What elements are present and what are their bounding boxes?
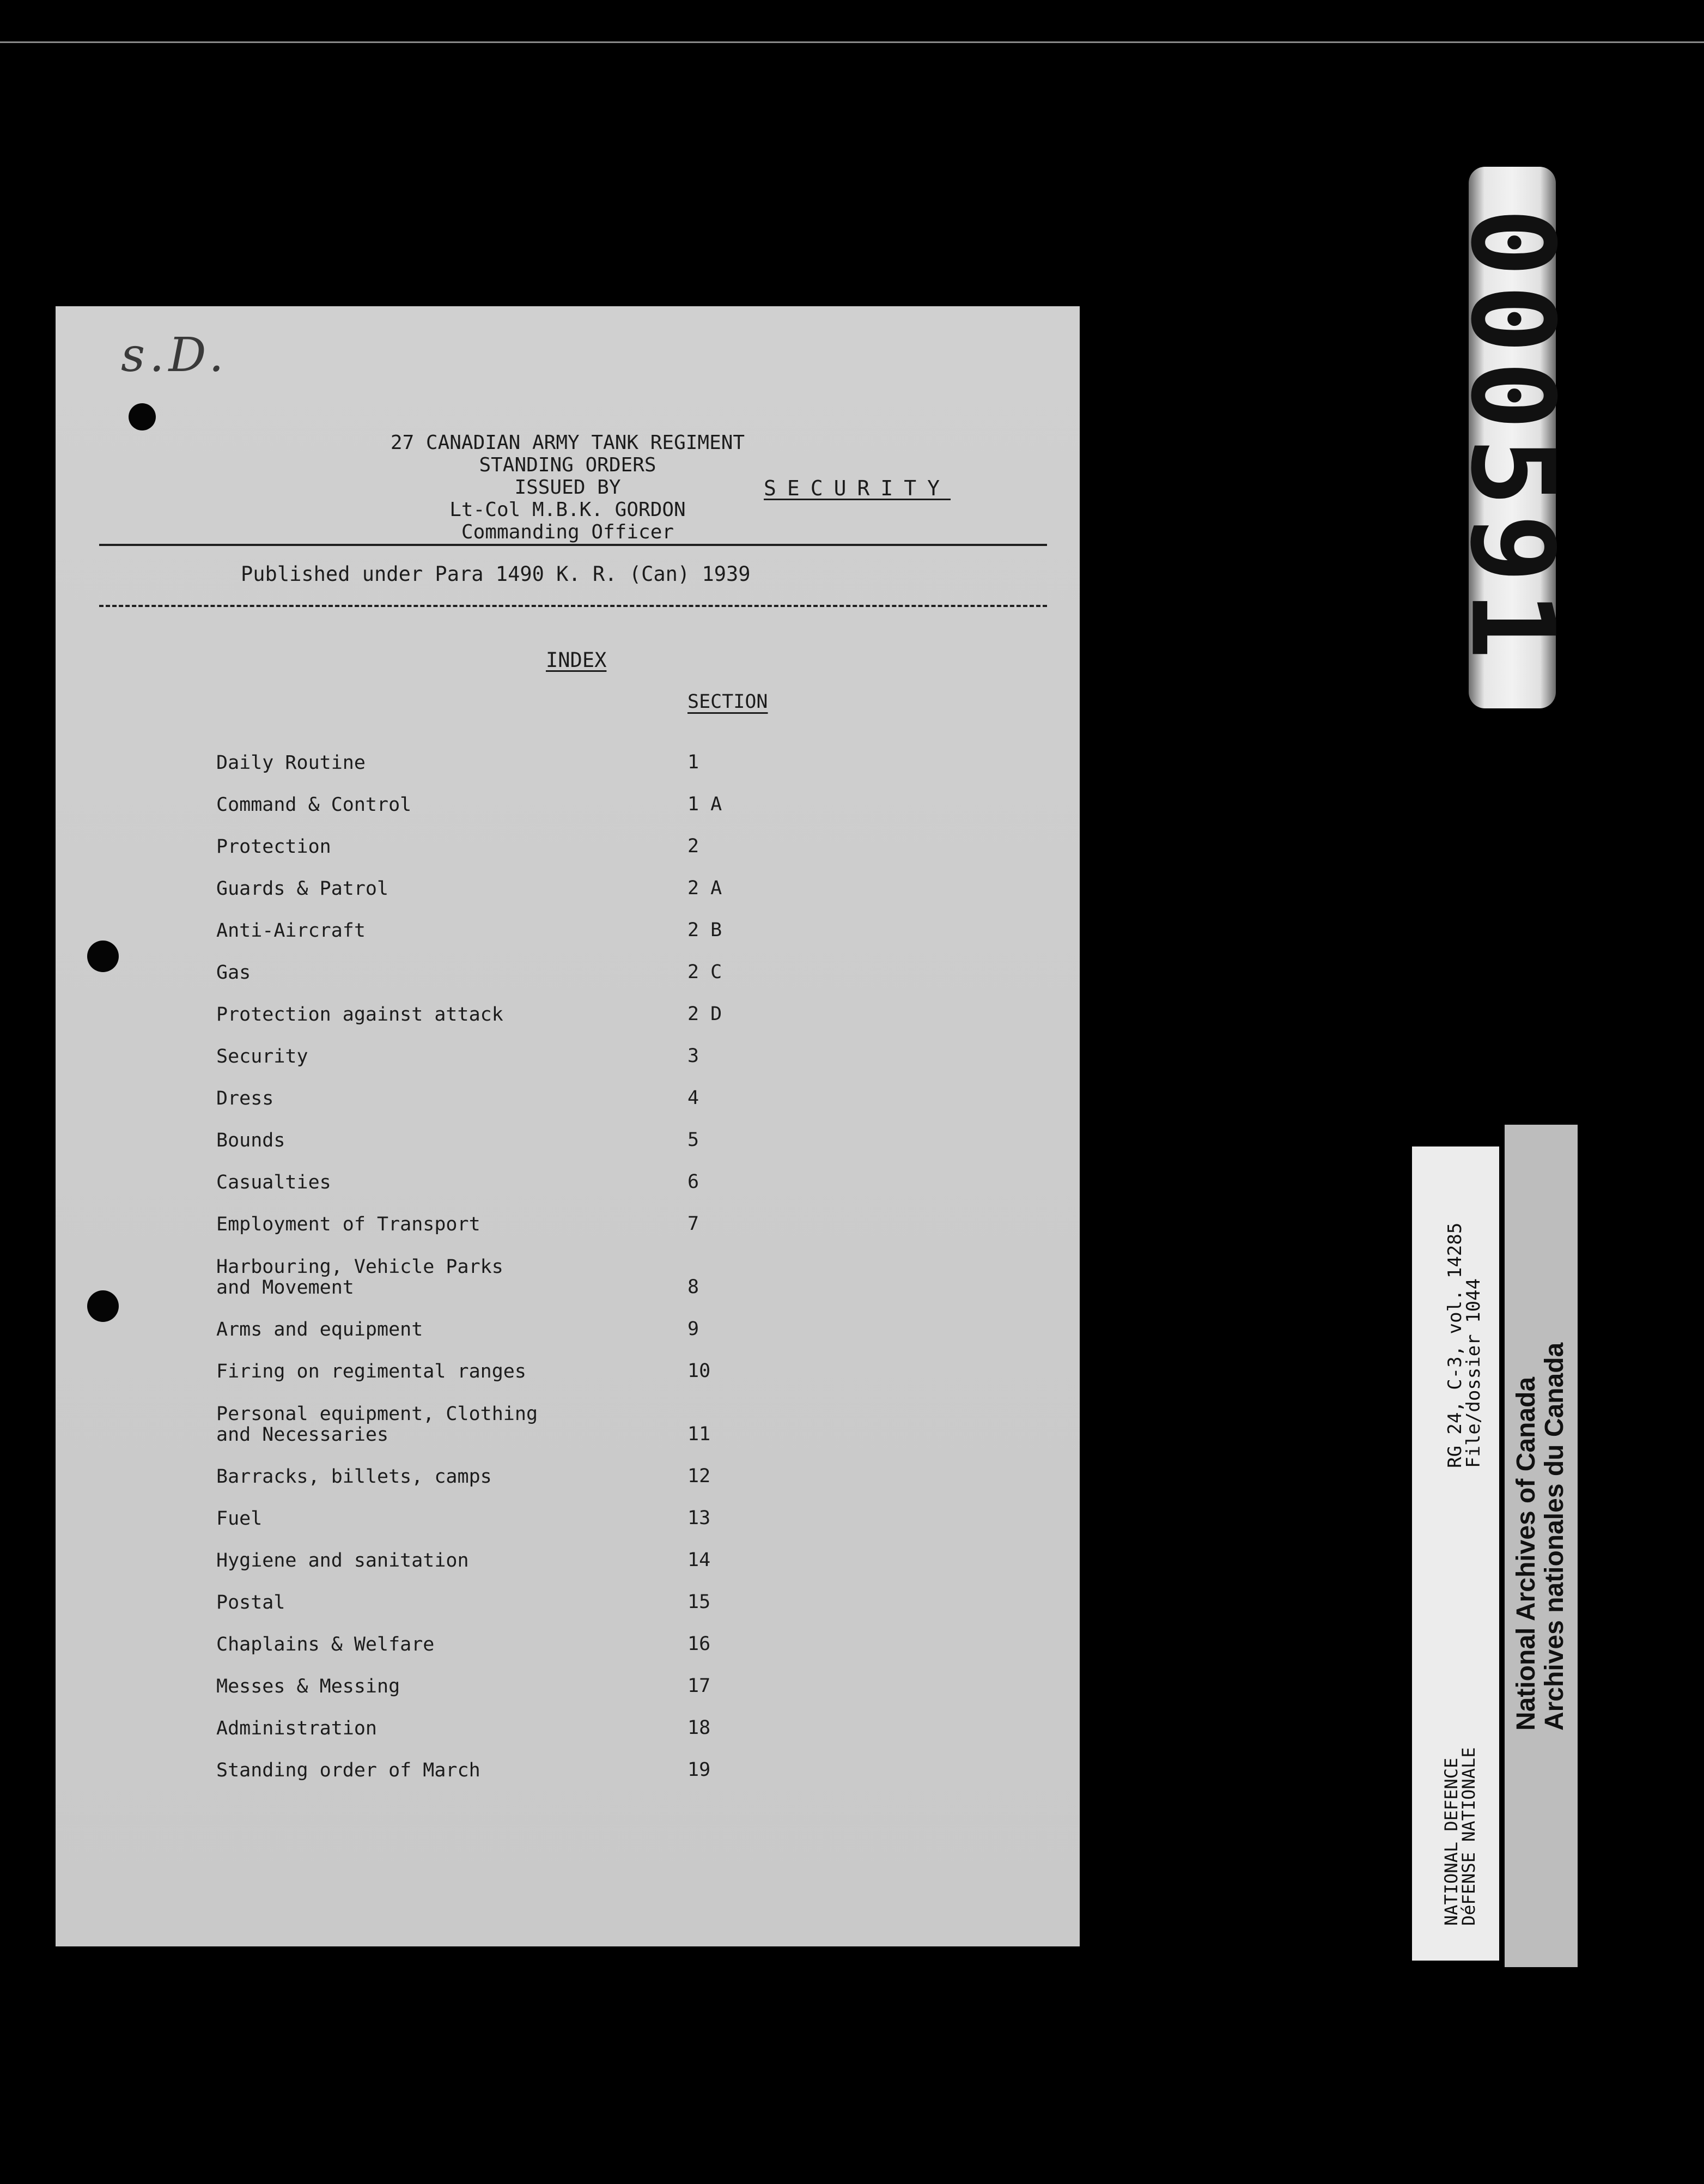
index-entry-section: 9	[687, 1318, 699, 1340]
index-row	[216, 1151, 979, 1193]
index-entry-section: 1 A	[687, 793, 722, 815]
index-row	[216, 773, 979, 815]
department-label	[1443, 1747, 1477, 1926]
index-entry-label: Barracks, billets, camps	[216, 1466, 492, 1488]
index-entry-section: 2	[687, 835, 699, 857]
index-entry-label: Employment of Transport	[216, 1214, 480, 1235]
index-row	[216, 1382, 979, 1445]
index-entry-label: Gas	[216, 962, 251, 984]
index-entry-section: 6	[687, 1171, 699, 1193]
index-entry-section: 17	[687, 1675, 711, 1697]
index-entry-section: 13	[687, 1507, 711, 1529]
index-row	[216, 1067, 979, 1109]
index-entry-label: Protection against attack	[216, 1004, 503, 1026]
index-row	[216, 731, 979, 773]
index-entry-section: 2 D	[687, 1003, 722, 1025]
index-entry-label-line2: and Movement	[216, 1277, 354, 1299]
index-entry-section: 15	[687, 1591, 711, 1613]
index-row	[216, 983, 979, 1025]
index-entry-label: Dress	[216, 1088, 274, 1109]
index-row	[216, 1235, 979, 1298]
institution-name	[1512, 1343, 1569, 1731]
index-row	[216, 1655, 979, 1697]
index-entry-label: Bounds	[216, 1130, 285, 1151]
scan-top-rule	[0, 41, 1704, 43]
index-row	[216, 1109, 979, 1151]
index-title: INDEX	[546, 648, 607, 672]
index-entry-label: Casualties	[216, 1172, 331, 1193]
index-row	[216, 941, 979, 983]
index-entry-label: Anti-Aircraft	[216, 920, 366, 942]
reference-line-1: RG 24, C-3, vol. 14285	[1444, 1222, 1466, 1468]
punch-hole-top	[129, 403, 156, 430]
index-entry-label: Hygiene and sanitation	[216, 1550, 469, 1572]
archive-reference-label	[1412, 1146, 1499, 1961]
index-entry-section: 1	[687, 751, 699, 773]
index-entry-label: Messes & Messing	[216, 1676, 400, 1697]
index-entry-label: Daily Routine	[216, 752, 366, 774]
index-list	[216, 731, 979, 1781]
issued-by: ISSUED BY	[514, 476, 621, 499]
index-entry-section: 10	[687, 1360, 711, 1382]
index-entry-label: Administration	[216, 1718, 378, 1739]
index-row	[216, 1529, 979, 1571]
index-entry-label: Postal	[216, 1592, 285, 1613]
index-entry-section: 7	[687, 1213, 699, 1235]
index-entry-section: 16	[687, 1633, 711, 1655]
regiment-name: 27 CANADIAN ARMY TANK REGIMENT	[390, 432, 745, 454]
index-entry-label-line1: Harbouring, Vehicle Parks	[216, 1256, 503, 1278]
index-entry-label: Arms and equipment	[216, 1319, 423, 1340]
index-entry-label: Command & Control	[216, 794, 412, 816]
index-row	[216, 1298, 979, 1340]
index-entry-section: 2 C	[687, 961, 722, 983]
index-row	[216, 1487, 979, 1529]
reference-line-2: File/dossier 1044	[1463, 1278, 1484, 1468]
index-entry-section: 2 A	[687, 877, 722, 899]
index-row	[216, 899, 979, 941]
section-column-header: SECTION	[687, 691, 768, 713]
index-row	[216, 815, 979, 857]
index-entry-section: 3	[687, 1045, 699, 1067]
index-entry-section: 12	[687, 1465, 711, 1487]
document-page	[56, 306, 1080, 1946]
handwritten-note: s.D.	[121, 328, 228, 383]
punch-hole-middle	[87, 941, 119, 972]
frame-counter-digits: 000591	[1445, 208, 1579, 668]
index-entry-section: 19	[687, 1759, 711, 1781]
index-row	[216, 1739, 979, 1781]
index-entry-section: 2 B	[687, 919, 722, 941]
index-entry-section: 8	[687, 1276, 699, 1298]
index-entry-label: Fuel	[216, 1508, 263, 1530]
index-entry-label: Protection	[216, 836, 331, 858]
index-row	[216, 1697, 979, 1739]
department-line-1: NATIONAL DEFENCE	[1441, 1757, 1462, 1926]
classification-label: SECURITY	[764, 476, 951, 500]
index-entry-section: 18	[687, 1717, 711, 1739]
index-entry-label	[216, 1257, 687, 1298]
department-line-2: DéFENSE NATIONALE	[1458, 1747, 1479, 1926]
index-row	[216, 1571, 979, 1613]
officer-title: Commanding Officer	[461, 521, 674, 543]
index-entry-label: Standing order of March	[216, 1760, 480, 1781]
index-entry-section: 5	[687, 1129, 699, 1151]
index-entry-section: 14	[687, 1549, 711, 1571]
index-entry-label: Security	[216, 1046, 308, 1067]
order-header	[361, 432, 775, 543]
index-entry-label	[216, 1404, 687, 1445]
index-row	[216, 1340, 979, 1382]
index-row	[216, 1193, 979, 1235]
institution-french: Archives nationales du Canada	[1540, 1342, 1569, 1731]
index-row	[216, 1445, 979, 1487]
index-row	[216, 857, 979, 899]
index-entry-section: 4	[687, 1087, 699, 1109]
officer-name: Lt-Col M.B.K. GORDON	[449, 499, 686, 521]
index-entry-label: Firing on regimental ranges	[216, 1361, 526, 1382]
header-rule-bottom	[99, 605, 1047, 607]
index-entry-label-line2: and Necessaries	[216, 1424, 389, 1446]
archives-institution-label	[1505, 1125, 1578, 1967]
published-line: Published under Para 1490 K. R. (Can) 1939	[241, 562, 751, 586]
index-entry-label: Chaplains & Welfare	[216, 1634, 435, 1655]
archive-reference	[1446, 1223, 1483, 1468]
index-entry-label-line1: Personal equipment, Clothing	[216, 1403, 538, 1425]
frame-counter	[1445, 167, 1579, 708]
punch-hole-lower	[87, 1290, 119, 1322]
index-entry-section: 11	[687, 1423, 711, 1445]
orders-title: STANDING ORDERS	[479, 454, 656, 476]
index-row	[216, 1613, 979, 1655]
index-row	[216, 1025, 979, 1067]
index-entry-label: Guards & Patrol	[216, 878, 389, 900]
institution-english: National Archives of Canada	[1512, 1376, 1541, 1731]
header-rule-top	[99, 544, 1047, 546]
